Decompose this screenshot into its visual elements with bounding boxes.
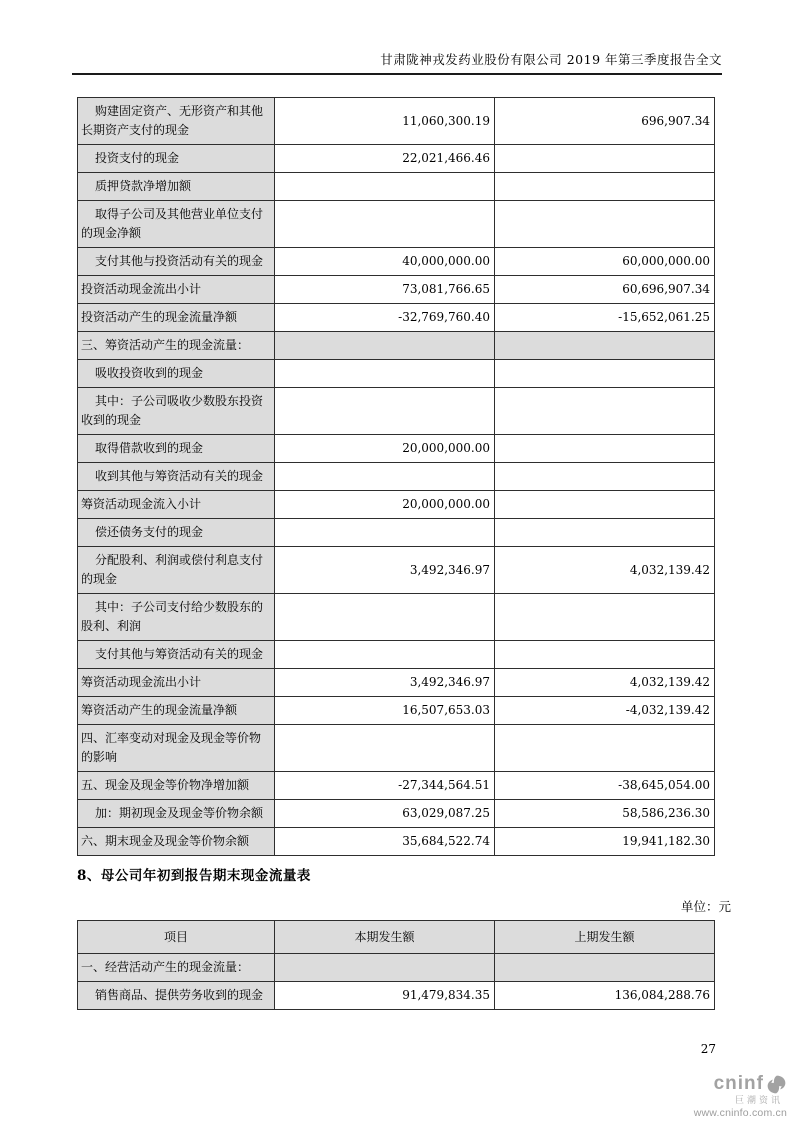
prior-period-value <box>495 332 715 360</box>
row-label: 五、现金及现金等价物净增加额 <box>78 772 275 800</box>
row-label: 其中：子公司支付给少数股东的股利、利润 <box>78 594 275 641</box>
prior-period-value: 696,907.34 <box>495 98 715 145</box>
current-period-value: -27,344,564.51 <box>275 772 495 800</box>
current-period-value <box>275 594 495 641</box>
current-period-value <box>275 463 495 491</box>
current-period-value: 35,684,522.74 <box>275 828 495 856</box>
current-period-value: 40,000,000.00 <box>275 248 495 276</box>
table-row <box>78 98 715 145</box>
row-label: 支付其他与投资活动有关的现金 <box>78 248 275 276</box>
parent-company-cash-flow-table <box>77 920 715 1010</box>
table-row <box>78 201 715 248</box>
prior-period-value <box>495 360 715 388</box>
table-header-row <box>78 921 715 954</box>
parent-company-cash-flow-table-body <box>78 954 715 1010</box>
row-label: 投资活动现金流出小计 <box>78 276 275 304</box>
column-header: 项目 <box>78 921 275 954</box>
table-row <box>78 173 715 201</box>
row-label: 筹资活动产生的现金流量净额 <box>78 697 275 725</box>
row-label: 分配股利、利润或偿付利息支付的现金 <box>78 547 275 594</box>
table-row <box>78 954 715 982</box>
prior-period-value <box>495 201 715 248</box>
table-row <box>78 828 715 856</box>
row-label: 筹资活动现金流入小计 <box>78 491 275 519</box>
cninfo-swirl-icon <box>766 1074 787 1095</box>
current-period-value: -32,769,760.40 <box>275 304 495 332</box>
prior-period-value: -4,032,139.42 <box>495 697 715 725</box>
row-label: 六、期末现金及现金等价物余额 <box>78 828 275 856</box>
row-label: 四、汇率变动对现金及现金等价物的影响 <box>78 725 275 772</box>
cninfo-logo <box>657 1074 787 1119</box>
prior-period-value <box>495 519 715 547</box>
table-row <box>78 669 715 697</box>
current-period-value: 3,492,346.97 <box>275 669 495 697</box>
table-row <box>78 594 715 641</box>
prior-period-value <box>495 145 715 173</box>
prior-period-value <box>495 491 715 519</box>
cninfo-logo-url: www.cninfo.com.cn <box>693 1106 787 1119</box>
current-period-value: 16,507,653.03 <box>275 697 495 725</box>
prior-period-value: 60,000,000.00 <box>495 248 715 276</box>
current-period-value: 20,000,000.00 <box>275 435 495 463</box>
table-row <box>78 725 715 772</box>
cninfo-logo-text: cninf <box>713 1073 764 1095</box>
row-label: 投资支付的现金 <box>78 145 275 173</box>
cninfo-logo-row <box>657 1074 787 1095</box>
row-label: 取得子公司及其他营业单位支付的现金净额 <box>78 201 275 248</box>
table-row <box>78 145 715 173</box>
document-header-title: 甘肃陇神戎发药业股份有限公司 2019 年第三季度报告全文 <box>380 52 722 67</box>
table-row <box>78 697 715 725</box>
document-header <box>72 50 722 75</box>
current-period-value: 20,000,000.00 <box>275 491 495 519</box>
table-row <box>78 982 715 1010</box>
table-row <box>78 519 715 547</box>
prior-period-value: 136,084,288.76 <box>495 982 715 1010</box>
section-heading: 8、母公司年初到报告期末现金流量表 <box>77 868 311 884</box>
current-period-value <box>275 519 495 547</box>
prior-period-value <box>495 463 715 491</box>
row-label: 其中：子公司吸收少数股东投资收到的现金 <box>78 388 275 435</box>
table-row <box>78 332 715 360</box>
column-header: 本期发生额 <box>275 921 495 954</box>
prior-period-value <box>495 725 715 772</box>
row-label: 购建固定资产、无形资产和其他长期资产支付的现金 <box>78 98 275 145</box>
prior-period-value: 58,586,236.30 <box>495 800 715 828</box>
current-period-value <box>275 954 495 982</box>
table-row <box>78 276 715 304</box>
row-label: 三、筹资活动产生的现金流量： <box>78 332 275 360</box>
table-row <box>78 248 715 276</box>
table-row <box>78 547 715 594</box>
table-row <box>78 435 715 463</box>
row-label: 收到其他与筹资活动有关的现金 <box>78 463 275 491</box>
prior-period-value <box>495 173 715 201</box>
current-period-value <box>275 332 495 360</box>
prior-period-value <box>495 641 715 669</box>
table-row <box>78 360 715 388</box>
row-label: 销售商品、提供劳务收到的现金 <box>78 982 275 1010</box>
row-label: 筹资活动现金流出小计 <box>78 669 275 697</box>
unit-label: 单位：元 <box>680 899 731 914</box>
prior-period-value: 19,941,182.30 <box>495 828 715 856</box>
current-period-value <box>275 360 495 388</box>
table-row <box>78 304 715 332</box>
prior-period-value <box>495 388 715 435</box>
prior-period-value: 4,032,139.42 <box>495 669 715 697</box>
prior-period-value <box>495 435 715 463</box>
prior-period-value: 60,696,907.34 <box>495 276 715 304</box>
table-row <box>78 388 715 435</box>
table-row <box>78 491 715 519</box>
current-period-value <box>275 388 495 435</box>
table-row <box>78 641 715 669</box>
row-label: 加：期初现金及现金等价物余额 <box>78 800 275 828</box>
current-period-value: 91,479,834.35 <box>275 982 495 1010</box>
table-row <box>78 772 715 800</box>
current-period-value: 3,492,346.97 <box>275 547 495 594</box>
page-number: 27 <box>700 1042 716 1056</box>
row-label: 质押贷款净增加额 <box>78 173 275 201</box>
table-row <box>78 800 715 828</box>
current-period-value: 73,081,766.65 <box>275 276 495 304</box>
current-period-value: 11,060,300.19 <box>275 98 495 145</box>
row-label: 偿还债务支付的现金 <box>78 519 275 547</box>
row-label: 吸收投资收到的现金 <box>78 360 275 388</box>
row-label: 支付其他与筹资活动有关的现金 <box>78 641 275 669</box>
current-period-value <box>275 173 495 201</box>
prior-period-value: -38,645,054.00 <box>495 772 715 800</box>
current-period-value: 63,029,087.25 <box>275 800 495 828</box>
prior-period-value <box>495 954 715 982</box>
current-period-value <box>275 201 495 248</box>
prior-period-value: -15,652,061.25 <box>495 304 715 332</box>
row-label: 取得借款收到的现金 <box>78 435 275 463</box>
table-row <box>78 463 715 491</box>
column-header: 上期发生额 <box>495 921 715 954</box>
cninfo-logo-subtitle: 巨潮资讯 <box>734 1095 783 1105</box>
consolidated-cash-flow-table-body <box>78 98 715 856</box>
current-period-value <box>275 725 495 772</box>
prior-period-value <box>495 594 715 641</box>
current-period-value <box>275 641 495 669</box>
consolidated-cash-flow-table <box>77 97 715 856</box>
current-period-value: 22,021,466.46 <box>275 145 495 173</box>
row-label: 投资活动产生的现金流量净额 <box>78 304 275 332</box>
prior-period-value: 4,032,139.42 <box>495 547 715 594</box>
row-label: 一、经营活动产生的现金流量： <box>78 954 275 982</box>
